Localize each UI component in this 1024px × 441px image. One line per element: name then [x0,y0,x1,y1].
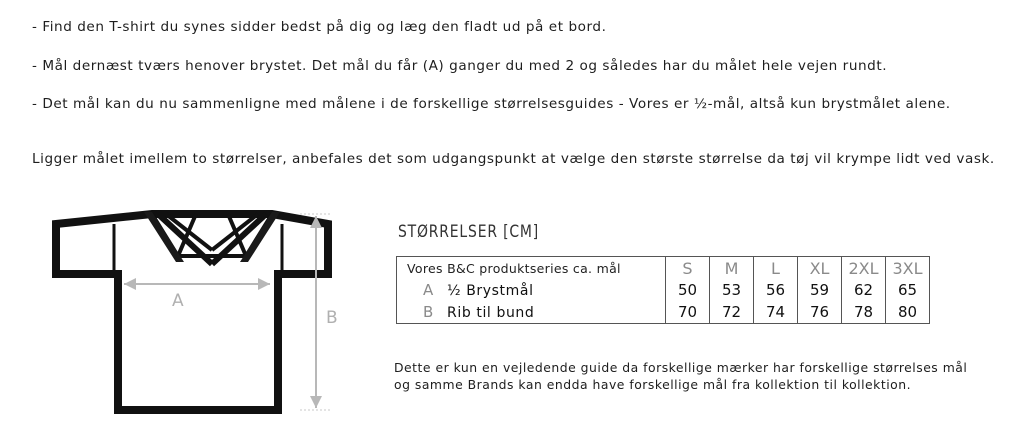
table-row [397,301,930,324]
size-m: M [710,257,754,280]
value-a-m: 53 [710,279,754,301]
size-3xl: 3XL [886,257,930,280]
row-label-chest: ½ Brystmål [447,283,534,299]
value-a-3xl: 65 [886,279,930,301]
size-guide-table [396,256,930,324]
size-header-label: Vores B&C produktseries ca. mål [407,260,621,276]
value-a-xl: 59 [798,279,842,301]
row-key-a: A [423,281,434,299]
value-b-m: 72 [710,301,754,324]
value-b-l: 74 [754,301,798,324]
size-s: S [666,257,710,280]
row-key-b: B [423,303,434,321]
disclaimer-line-2: og samme Brands kan endda have forskellige mål fra kollektion til kollektion. [394,377,912,392]
sizing-advice: Ligger målet imellem to størrelser, anbefales det som udgangspunkt at vælge den største størrelse da tøj vil krympe lidt ved vask. [32,151,995,167]
instruction-line-2: - Mål dernæst tværs henover brystet. Det mål du får (A) ganger du med 2 og således har du målet hele vejen rundt. [32,58,888,74]
measure-a-label: A [172,291,184,311]
value-a-l: 56 [754,279,798,301]
instruction-line-1: - Find den T-shirt du synes sidder bedst på dig og læg den fladt ud på et bord. [32,19,607,35]
disclaimer-line-1: Dette er kun en vejledende guide da forskellige mærker har forskellige størrelses mål [394,360,968,375]
measure-b-label: B [326,308,338,328]
size-2xl: 2XL [842,257,886,280]
tshirt-diagram [40,206,360,418]
value-b-xl: 76 [798,301,842,324]
row-label-length: Rib til bund [447,305,535,321]
size-xl: XL [798,257,842,280]
size-l: L [754,257,798,280]
size-guide-title: STØRRELSER [CM] [398,222,540,242]
size-header-row [397,257,930,280]
instruction-line-3: - Det mål kan du nu sammenligne med målene i de forskellige størrelsesguides - Vores er ½-mål, altså kun brystmålet alene. [32,96,951,112]
value-b-2xl: 78 [842,301,886,324]
value-a-2xl: 62 [842,279,886,301]
value-a-s: 50 [666,279,710,301]
value-b-s: 70 [666,301,710,324]
value-b-3xl: 80 [886,301,930,324]
table-row [397,279,930,301]
